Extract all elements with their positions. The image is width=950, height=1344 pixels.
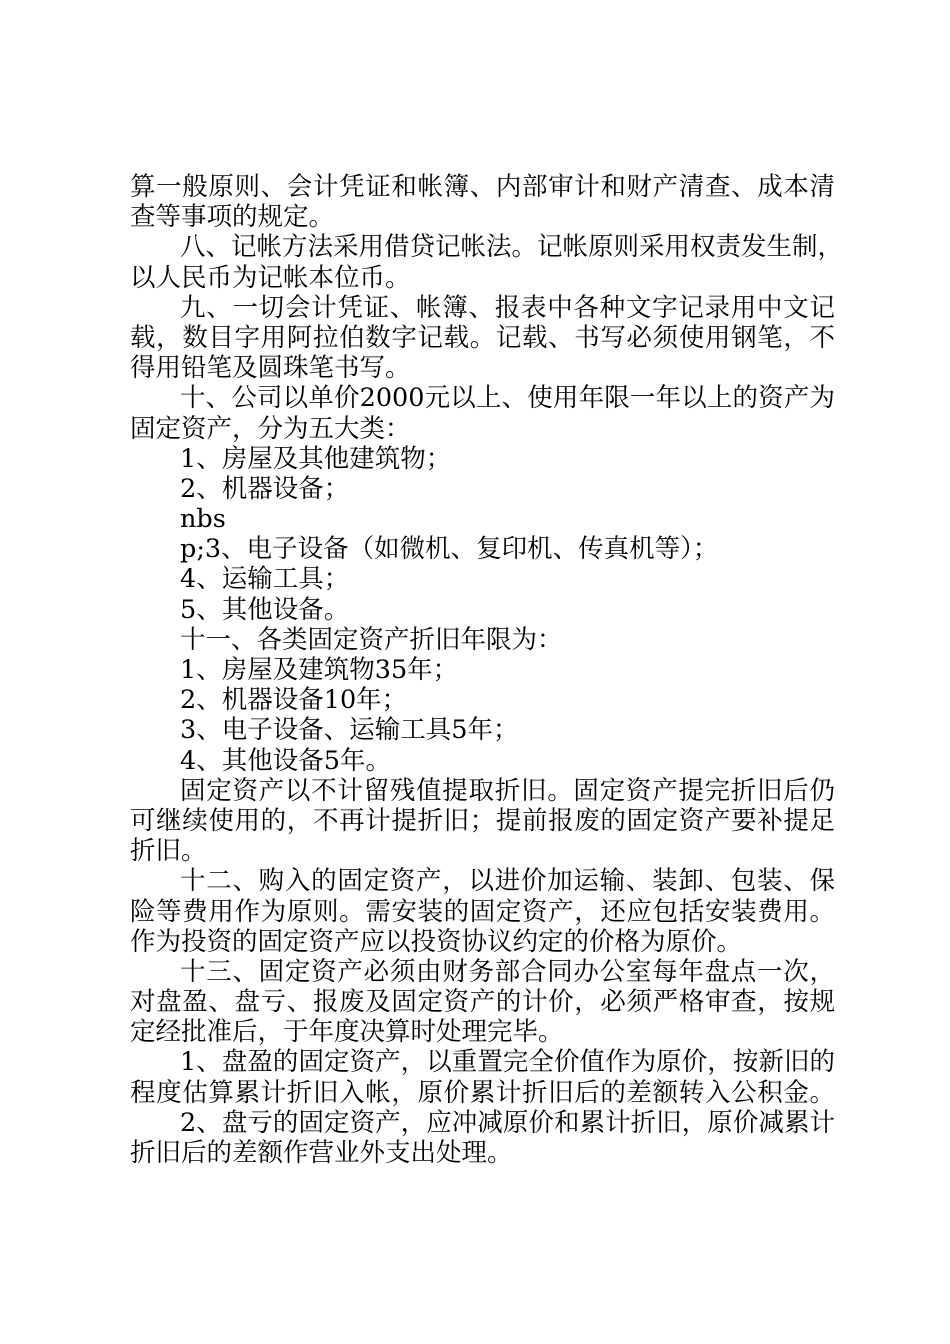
list-item: 3、电子设备、运输工具5年； [180, 715, 519, 746]
text-line: 以人民币为记帐本位币。 [130, 262, 411, 293]
text-line: 程度估算累计折旧入帐，原价累计折旧后的差额转入公积金。 [130, 1077, 835, 1108]
list-item: 4、运输工具； [180, 564, 350, 595]
text-line: 折旧后的差额作营业外支出处理。 [130, 1138, 513, 1168]
list-item: 1、房屋及其他建筑物； [180, 443, 452, 474]
text-line: 八、记帐方法采用借贷记帐法。记帐原则采用权责发生制， [180, 232, 844, 263]
list-item: 5、其他设备。 [180, 594, 350, 625]
list-item: 2、机器设备； [180, 473, 350, 504]
document-body [130, 172, 844, 1168]
list-item: 1、房屋及建筑物35年； [180, 655, 459, 685]
text-line: 折旧。 [130, 836, 207, 867]
text-line: 定经批准后，于年度决算时处理完毕。 [130, 1017, 564, 1048]
text-line: 十、公司以单价2000元以上、使用年限一年以上的资产为 [180, 383, 835, 414]
list-item: 2、机器设备10年； [180, 685, 408, 716]
text-line: 九、一切会计凭证、帐簿、报表中各种文字记录用中文记 [180, 292, 835, 323]
text-line: 载，数目字用阿拉伯数字记载。记载、书写必须使用钢笔，不 [130, 322, 835, 353]
text-line: 作为投资的固定资产应以投资协议约定的价格为原价。 [130, 926, 743, 957]
text-line: 十三、固定资产必须由财务部合同办公室每年盘点一次， [180, 956, 835, 987]
text-line: 对盘盈、盘亏、报废及固定资产的计价，必须严格审查，按规 [130, 987, 835, 1018]
text-line: 固定资产以不计留残值提取折旧。固定资产提完折旧后仍 [180, 775, 835, 806]
text-line: 可继续使用的，不再计提折旧；提前报废的固定资产要补提足 [130, 805, 835, 836]
text-line: 固定资产，分为五大类： [130, 413, 411, 444]
text-line: 十一、各类固定资产折旧年限为： [180, 624, 563, 655]
text-line: 查等事项的规定。 [130, 202, 335, 233]
list-item: p;3、电子设备（如微机、复印机、传真机等）； [180, 534, 719, 565]
text-line: 算一般原则、会计凭证和帐簿、内部审计和财产清查、成本清 [130, 172, 835, 202]
text-line: 1、盘盈的固定资产，以重置完全价值作为原价，按新旧的 [180, 1047, 835, 1078]
text-line: nbs [180, 504, 226, 535]
list-item: 4、其他设备5年。 [180, 745, 391, 776]
text-line: 险等费用作为原则。需安装的固定资产，还应包括安装费用。 [130, 896, 835, 927]
text-line: 2、盘亏的固定资产，应冲减原价和累计折旧，原价减累计 [180, 1107, 835, 1138]
text-line: 十二、购入的固定资产，以进价加运输、装卸、包装、保 [180, 866, 835, 897]
text-line: 得用铅笔及圆珠笔书写。 [130, 353, 411, 384]
